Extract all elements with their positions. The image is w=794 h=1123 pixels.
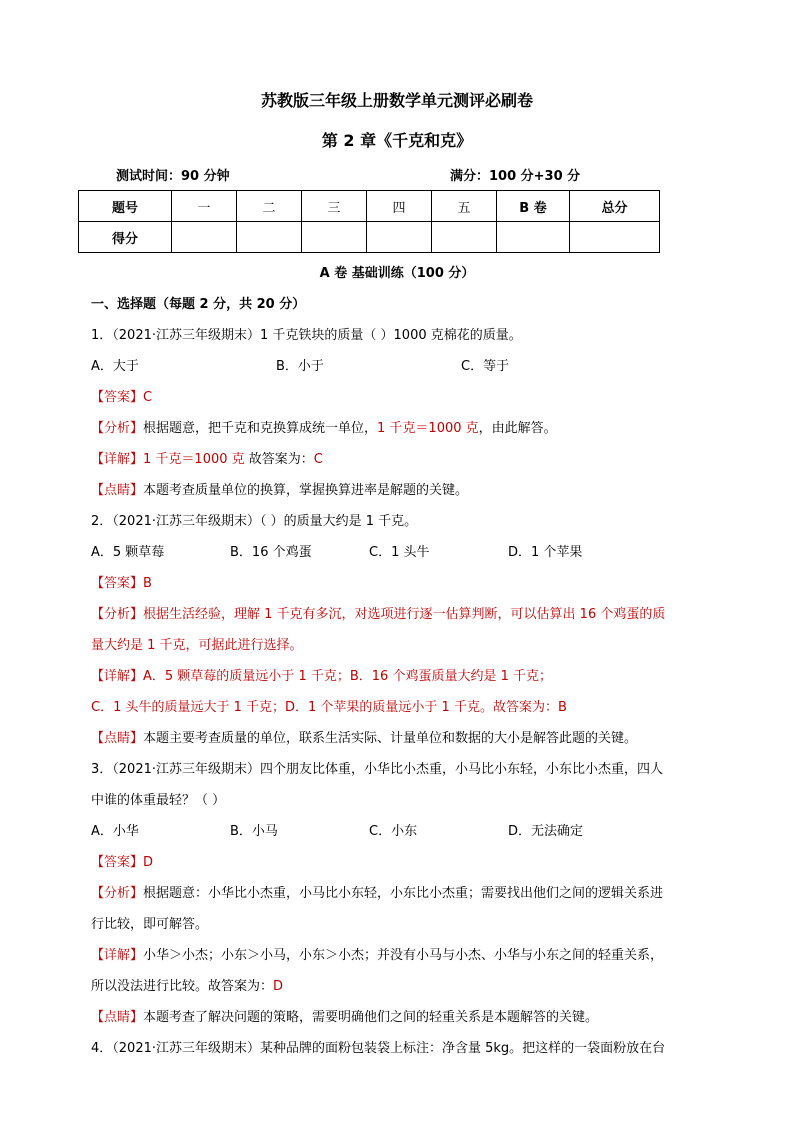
question-stem: 3．（2021·江苏三年级期末）四个朋友比体重，小华比小杰重，小马比小东轻，小东比小杰重，四人 <box>91 762 663 777</box>
comment-text: 本题考查了解决问题的策略，需要明确他们之间的轻重关系是本题解答的关键。 <box>143 1010 599 1025</box>
analysis-tag: 【分析】 <box>91 607 144 622</box>
analysis-text: 根据题意：小华比小杰重，小马比小东轻，小东比小杰重；需要找出他们之间的逻辑关系进 <box>143 886 664 901</box>
option: C．1 头牛 <box>369 545 430 560</box>
question-stem: 4．（2021·江苏三年级期末）某种品牌的面粉包装袋上标注：净含量 5kg。把这样的一袋面粉放在台 <box>91 1041 666 1056</box>
detail-line <box>91 975 283 994</box>
detail-tag: 【详解】 <box>91 948 144 963</box>
comment-tag: 【点睛】 <box>91 731 144 746</box>
comment-line <box>91 727 637 746</box>
answer-line <box>91 851 153 870</box>
detail-line <box>91 665 552 684</box>
analysis-text: 1 千克＝1000 克 <box>377 421 479 436</box>
option: A．小华 <box>91 824 139 839</box>
answer-tag: 【答案】 <box>91 855 144 870</box>
full-score: 满分：100 分+30 分 <box>450 169 581 184</box>
chapter-subtitle: 第 2 章《千克和克》 <box>321 131 473 150</box>
answer-value: C <box>143 390 153 405</box>
score-table <box>78 190 660 253</box>
analysis-text: 行比较，即可解答。 <box>91 917 209 932</box>
detail-line <box>91 448 323 467</box>
analysis-text: 根据题意，把千克和克换算成统一单位， <box>143 421 378 436</box>
score-input-cell[interactable] <box>302 222 367 253</box>
score-table-header-row <box>79 191 660 222</box>
analysis-line <box>91 882 663 901</box>
comment-tag: 【点睛】 <box>91 483 144 498</box>
answer-line <box>91 386 152 405</box>
score-header-cell: 二 <box>237 191 302 222</box>
analysis-text: 量大约是 1 千克，可据此进行选择。 <box>91 638 303 653</box>
score-header-cell: 一 <box>172 191 237 222</box>
detail-text: 小华＞小杰；小东＞小马，小东＞小杰；并没有小马与小杰、小华与小东之间的轻重关系， <box>143 948 664 963</box>
answer-line <box>91 572 152 591</box>
detail-tag: 【详解】 <box>91 669 144 684</box>
score-header-cell: B 卷 <box>497 191 570 222</box>
score-header-cell: 五 <box>432 191 497 222</box>
section-a-heading: A 卷 基础训练（100 分） <box>319 266 475 281</box>
comment-text: 本题考查质量单位的换算，掌握换算进率是解题的关键。 <box>143 483 469 498</box>
detail-text: A．5 颗草莓的质量远小于 1 千克；B．16 个鸡蛋质量大约是 1 千克； <box>143 669 552 684</box>
part-heading: 一、选择题（每题 2 分，共 20 分） <box>91 297 306 312</box>
score-row-label: 得分 <box>79 222 172 253</box>
score-header-cell: 四 <box>367 191 432 222</box>
detail-text: 1 千克＝1000 克 <box>143 452 245 467</box>
analysis-line <box>91 603 665 622</box>
option: D．1 个苹果 <box>508 545 583 560</box>
question-stem: 1．（2021·江苏三年级期末）1 千克铁块的质量（ ）1000 克棉花的质量。 <box>91 328 522 343</box>
comment-text: 本题主要考查质量的单位，联系生活实际、计量单位和数据的大小是解答此题的关键。 <box>143 731 638 746</box>
page-title: 苏教版三年级上册数学单元测评必刷卷 <box>260 91 533 110</box>
detail-text: C．1 头牛的质量远大于 1 千克；D．1 个苹果的质量远小于 1 千克。故答案为：B <box>91 700 567 715</box>
score-input-cell[interactable] <box>237 222 302 253</box>
detail-line <box>91 944 663 963</box>
option: C．等于 <box>461 359 510 374</box>
question-stem: 2．（2021·江苏三年级期末）（ ）的质量大约是 1 千克。 <box>91 514 418 529</box>
score-input-cell[interactable] <box>570 222 660 253</box>
score-table-score-row <box>79 222 660 253</box>
score-header-cell: 总分 <box>570 191 660 222</box>
analysis-text: 根据生活经验，理解 1 千克有多沉，对选项进行逐一估算判断，可以估算出 16 个鸡蛋的质 <box>143 607 666 622</box>
answer-tag: 【答案】 <box>91 390 144 405</box>
answer-value: D <box>143 855 154 870</box>
option: B．16 个鸡蛋 <box>230 545 312 560</box>
score-input-cell[interactable] <box>432 222 497 253</box>
test-time: 测试时间：90 分钟 <box>116 169 230 184</box>
detail-text: C <box>313 452 323 467</box>
comment-line <box>91 479 468 498</box>
comment-line <box>91 1006 598 1025</box>
analysis-tag: 【分析】 <box>91 886 144 901</box>
score-input-cell[interactable] <box>172 222 237 253</box>
option: A．5 颗草莓 <box>91 545 165 560</box>
option: B．小于 <box>276 359 324 374</box>
option: A．大于 <box>91 359 139 374</box>
analysis-text: ，由此解答。 <box>478 421 557 436</box>
option: C．小东 <box>369 824 418 839</box>
option: D．无法确定 <box>508 824 584 839</box>
detail-tag: 【详解】 <box>91 452 144 467</box>
detail-text: D <box>273 979 284 994</box>
score-header-cell: 三 <box>302 191 367 222</box>
detail-text: 所以没法进行比较。故答案为： <box>91 979 274 994</box>
detail-text: 故答案为： <box>244 452 314 467</box>
score-input-cell[interactable] <box>367 222 432 253</box>
question-stem: 中谁的体重最轻？（ ） <box>91 793 226 808</box>
analysis-line <box>91 417 557 436</box>
answer-tag: 【答案】 <box>91 576 144 591</box>
score-header-cell: 题号 <box>79 191 172 222</box>
score-input-cell[interactable] <box>497 222 570 253</box>
option: B．小马 <box>230 824 278 839</box>
analysis-tag: 【分析】 <box>91 421 144 436</box>
answer-value: B <box>143 576 152 591</box>
comment-tag: 【点睛】 <box>91 1010 144 1025</box>
